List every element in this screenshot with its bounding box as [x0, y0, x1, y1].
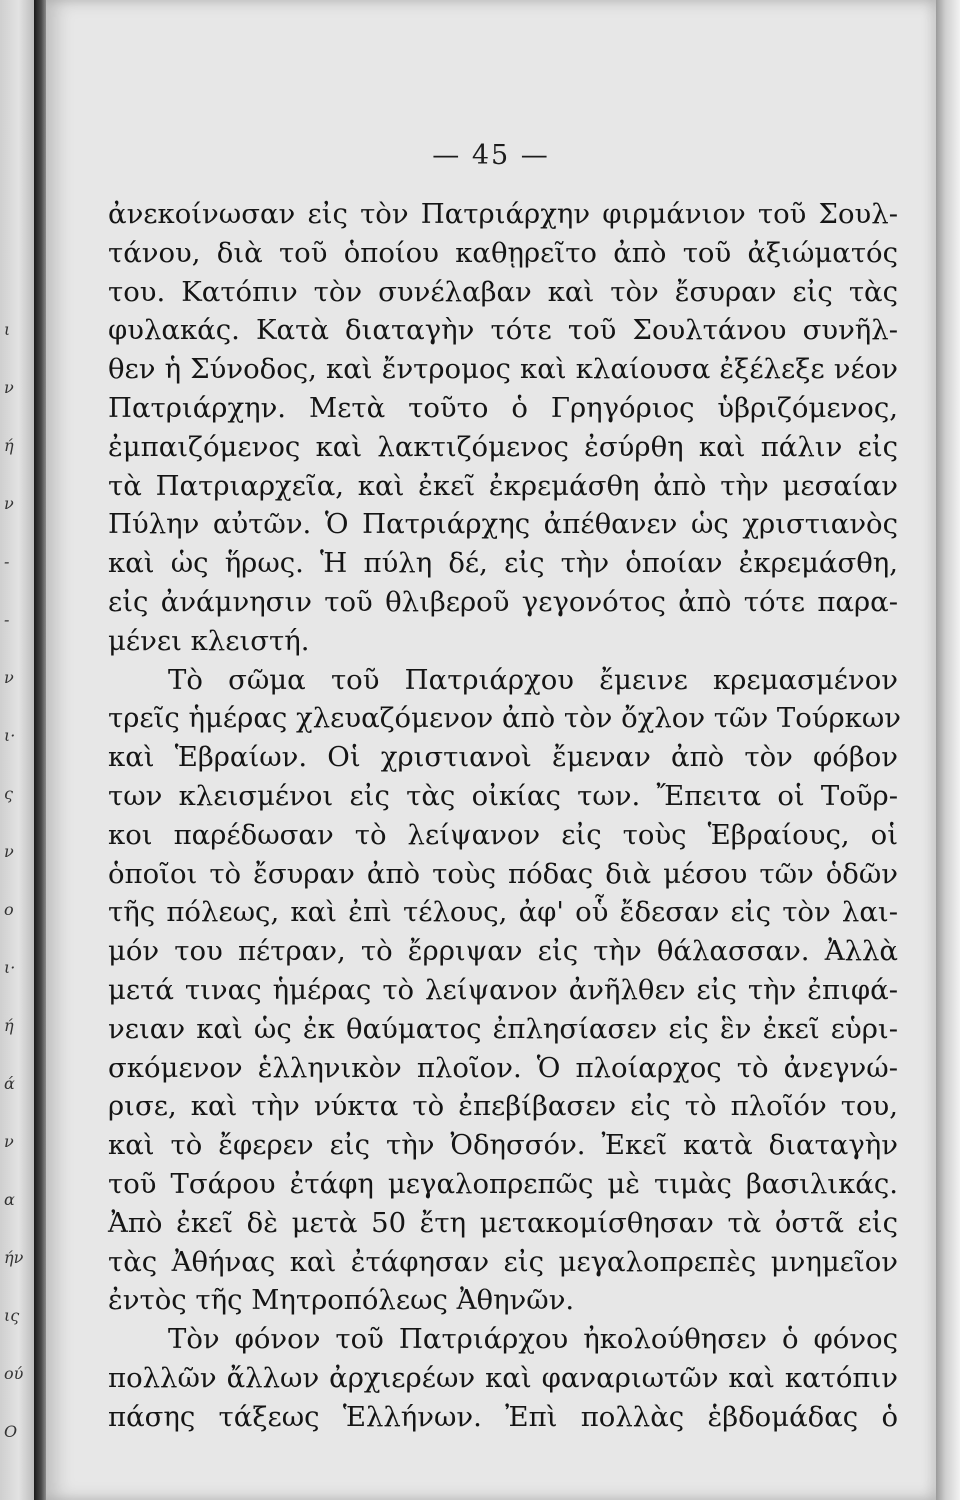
text-line: ἀνεκοίνωσαν εἰς τὸν Πατριάρχην φιρμάνιον τοῦ Σουλ- — [108, 198, 898, 230]
text-line: τὰς Ἀθήνας καὶ ἐτάφησαν εἰς μεγαλοπρεπὲς μνημεῖον — [108, 1245, 898, 1278]
page — [46, 0, 936, 1500]
text-line: νειαν καὶ ὡς ἐκ θαύματος ἐπλησίασεν εἰς ἓν ἐκεῖ εὑρι- — [108, 1012, 898, 1045]
text-line: καὶ ὡς ἥρως. Ἡ πύλη δέ, εἰς τὴν ὁποίαν ἐκρεμάσθη, — [108, 547, 898, 580]
text-line: θεν ἡ Σύνοδος, καὶ ἔντρομος καὶ κλαίουσα ἐξέλεξε νέον — [108, 353, 898, 386]
previous-page-edge — [0, 0, 34, 1500]
text-line: Ἀπὸ ἐκεῖ δὲ μετὰ 50 ἔτη μετακομίσθησαν τὰ ὀστᾶ εἰς — [108, 1206, 898, 1239]
margin-mark: ν — [4, 842, 14, 861]
text-line: μένει κλειστή. — [108, 624, 310, 657]
margin-mark: ήν — [4, 1248, 24, 1267]
margin-mark: - — [4, 610, 10, 629]
margin-mark: ν — [4, 668, 14, 687]
text-line: των κλεισμένοι εἰς τὰς οἰκίας των. Ἔπειτα οἱ Τοῦρ- — [108, 779, 898, 812]
page-number: — 45 — — [432, 140, 550, 171]
margin-mark: ν — [4, 378, 14, 397]
text-line: Πατριάρχην. Μετὰ τοῦτο ὁ Γρηγόριος ὑβριζόμενος, — [108, 391, 898, 424]
text-line: καὶ Ἑβραίων. Οἱ χριστιανοὶ ἔμεναν ἀπὸ τὸν φόβον — [108, 741, 898, 774]
text-line: κοι παρέδωσαν τὸ λείψανον εἰς τοὺς Ἑβραίους, οἱ — [108, 818, 898, 851]
margin-mark: ή — [4, 1016, 14, 1035]
text-line: μετά τινας ἡμέρας τὸ λείψανον ἀνῆλθεν εἰς τὴν ἐπιφά- — [108, 973, 898, 1006]
margin-mark: ν — [4, 1132, 14, 1151]
text-line: τάνου, διὰ τοῦ ὁποίου καθῃρεῖτο ἀπὸ τοῦ ἀξιώματός — [108, 236, 898, 269]
margin-mark: ι· — [4, 726, 16, 745]
text-line: τοῦ Τσάρου ἐτάφη μεγαλοπρεπῶς μὲ τιμὰς βασιλικάς. — [108, 1167, 898, 1200]
margin-mark: ού — [4, 1364, 24, 1383]
text-line: τὰ Πατριαρχεῖα, καὶ ἐκεῖ ἐκρεμάσθη ἀπὸ τὴν μεσαίαν — [108, 469, 898, 502]
book-gutter — [34, 0, 46, 1500]
text-line: ρισε, καὶ τὴν νύκτα τὸ ἐπεβίβασεν εἰς τὸ πλοῖόν του, — [108, 1090, 898, 1123]
text-line: του. Κατόπιν τὸν συνέλαβαν καὶ τὸν ἔσυραν εἰς τὰς — [108, 275, 898, 308]
text-line: τρεῖς ἡμέρας χλευαζόμενον ἀπὸ τὸν ὄχλον τῶν Τούρκων — [108, 702, 902, 735]
text-line: πολλῶν ἄλλων ἀρχιερέων καὶ φαναριωτῶν καὶ κατόπιν — [108, 1361, 898, 1394]
body-text — [108, 195, 902, 1437]
text-line: τῆς πόλεως, καὶ ἐπὶ τέλους, ἀφ' οὗ ἔδεσαν εἰς τὸν λαι- — [108, 896, 898, 929]
margin-mark: Ο — [4, 1422, 18, 1441]
margin-mark: ά — [4, 1074, 15, 1093]
text-line: καὶ τὸ ἔφερεν εἰς τὴν Ὀδησσόν. Ἐκεῖ κατὰ διαταγὴν — [108, 1129, 898, 1162]
margin-mark: ις — [4, 1306, 20, 1325]
text-line: μόν του πέτραν, τὸ ἔρριψαν εἰς τὴν θάλασσαν. Ἀλλὰ — [108, 935, 898, 968]
margin-mark: ο — [4, 900, 14, 919]
margin-mark: ι — [4, 320, 11, 339]
text-line: Τὸν φόνον τοῦ Πατριάρχου ἠκολούθησεν ὁ φόνος — [168, 1323, 898, 1356]
page-right-edge — [936, 0, 960, 1500]
text-line: Πύλην αὐτῶν. Ὁ Πατριάρχης ἀπέθανεν ὡς χριστιανὸς — [108, 508, 898, 541]
text-line: φυλακάς. Κατὰ διαταγὴν τότε τοῦ Σουλτάνου συνῆλ- — [108, 314, 898, 347]
margin-mark: ς — [4, 784, 13, 803]
text-line: Τὸ σῶμα τοῦ Πατριάρχου ἔμεινε κρεμασμένον — [168, 663, 898, 696]
margin-mark: ή — [4, 436, 14, 455]
text-line: εἰς ἀνάμνησιν τοῦ θλιβεροῦ γεγονότος ἀπὸ τότε παρα- — [108, 585, 898, 618]
margin-mark: - — [4, 552, 10, 571]
text-line: ὁποῖοι τὸ ἔσυραν ἀπὸ τοὺς πόδας διὰ μέσου τῶν ὁδῶν — [108, 857, 898, 890]
text-line: σκόμενον ἑλληνικὸν πλοῖον. Ὁ πλοίαρχος τὸ ἀνεγνώ- — [108, 1051, 898, 1084]
text-line: ἐντὸς τῆς Μητροπόλεως Ἀθηνῶν. — [108, 1284, 575, 1317]
text-line: πάσης τάξεως Ἑλλήνων. Ἐπὶ πολλὰς ἑβδομάδας ὁ — [108, 1400, 898, 1433]
margin-mark: ι· — [4, 958, 16, 977]
margin-mark: ν — [4, 494, 14, 513]
margin-mark: α — [4, 1190, 15, 1209]
text-line: ἐμπαιζόμενος καὶ λακτιζόμενος ἐσύρθη καὶ πάλιν εἰς — [108, 430, 898, 463]
